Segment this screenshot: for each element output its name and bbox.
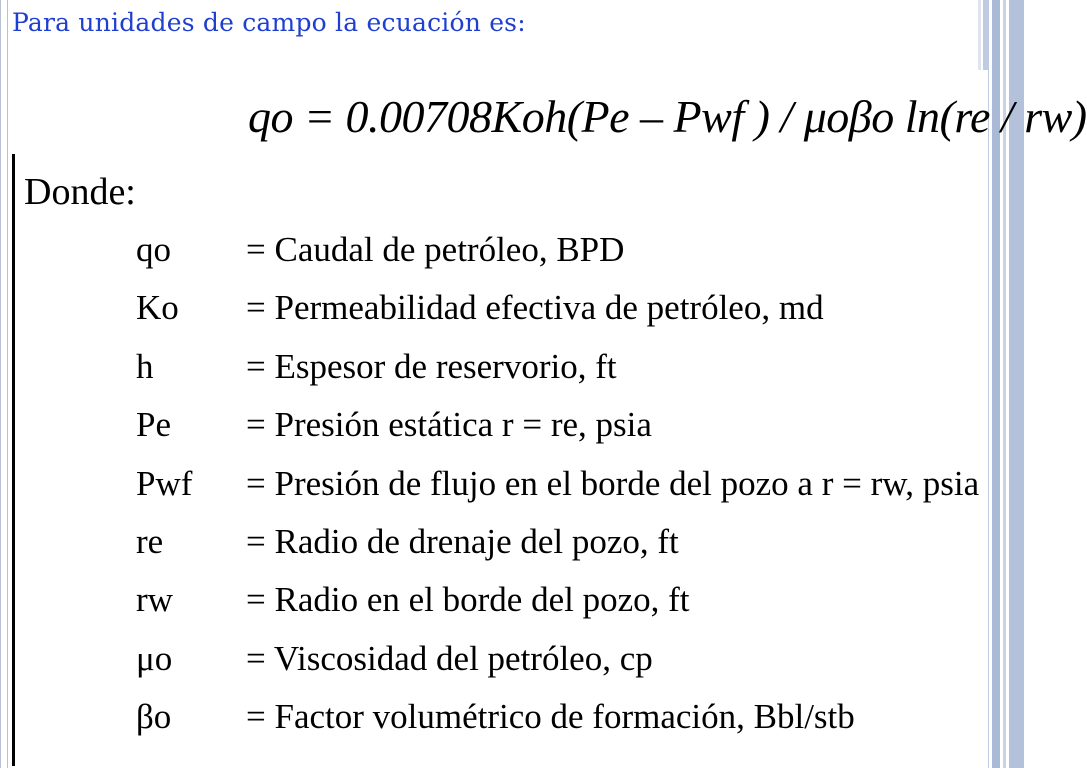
definition-symbol: rw — [136, 580, 173, 620]
equation-image — [12, 70, 1087, 768]
definitions-list — [136, 230, 980, 756]
definition-row — [136, 405, 976, 463]
definition-description: = Espesor de reservorio, ft — [246, 346, 617, 386]
definition-symbol: μo — [136, 638, 173, 678]
definition-description: = Presión estática r = re, psia — [246, 405, 652, 445]
image-left-rule — [12, 154, 15, 766]
definition-description: = Radio en el borde del pozo, ft — [246, 580, 690, 620]
definition-row — [136, 288, 976, 346]
definition-symbol: Pe — [136, 405, 171, 445]
slide-title: Para unidades de campo la ecuación es: — [12, 8, 526, 37]
definition-symbol: h — [136, 346, 154, 386]
definition-row — [136, 522, 976, 580]
definition-row — [136, 347, 976, 405]
definition-description: = Permeabilidad efectiva de petróleo, md — [246, 288, 824, 328]
definition-description: = Factor volumétrico de formación, Bbl/stb — [246, 697, 855, 737]
definition-description: = Viscosidad del petróleo, cp — [246, 638, 653, 678]
definition-symbol: Ko — [136, 288, 179, 328]
definition-symbol: re — [136, 521, 164, 561]
flow-rate-formula: qo = 0.00708Koh(Pe – Pwf ) / μoβo ln(re / rw) — [248, 91, 1087, 142]
definition-description: = Caudal de petróleo, BPD — [246, 230, 625, 269]
definition-description: = Radio de drenaje del pozo, ft — [246, 521, 679, 561]
where-label: Donde: — [24, 171, 136, 213]
definition-row — [136, 639, 976, 697]
definition-symbol: βo — [136, 697, 172, 737]
definition-symbol: Pwf — [136, 463, 193, 503]
definition-row — [136, 697, 976, 755]
definition-description: = Presión de flujo en el borde del pozo a r = rw, psia — [246, 463, 980, 503]
slide-left-border — [0, 0, 8, 768]
definition-row — [136, 230, 976, 288]
definition-symbol: qo — [136, 230, 171, 269]
definition-row — [136, 463, 980, 522]
definition-row — [136, 580, 976, 638]
